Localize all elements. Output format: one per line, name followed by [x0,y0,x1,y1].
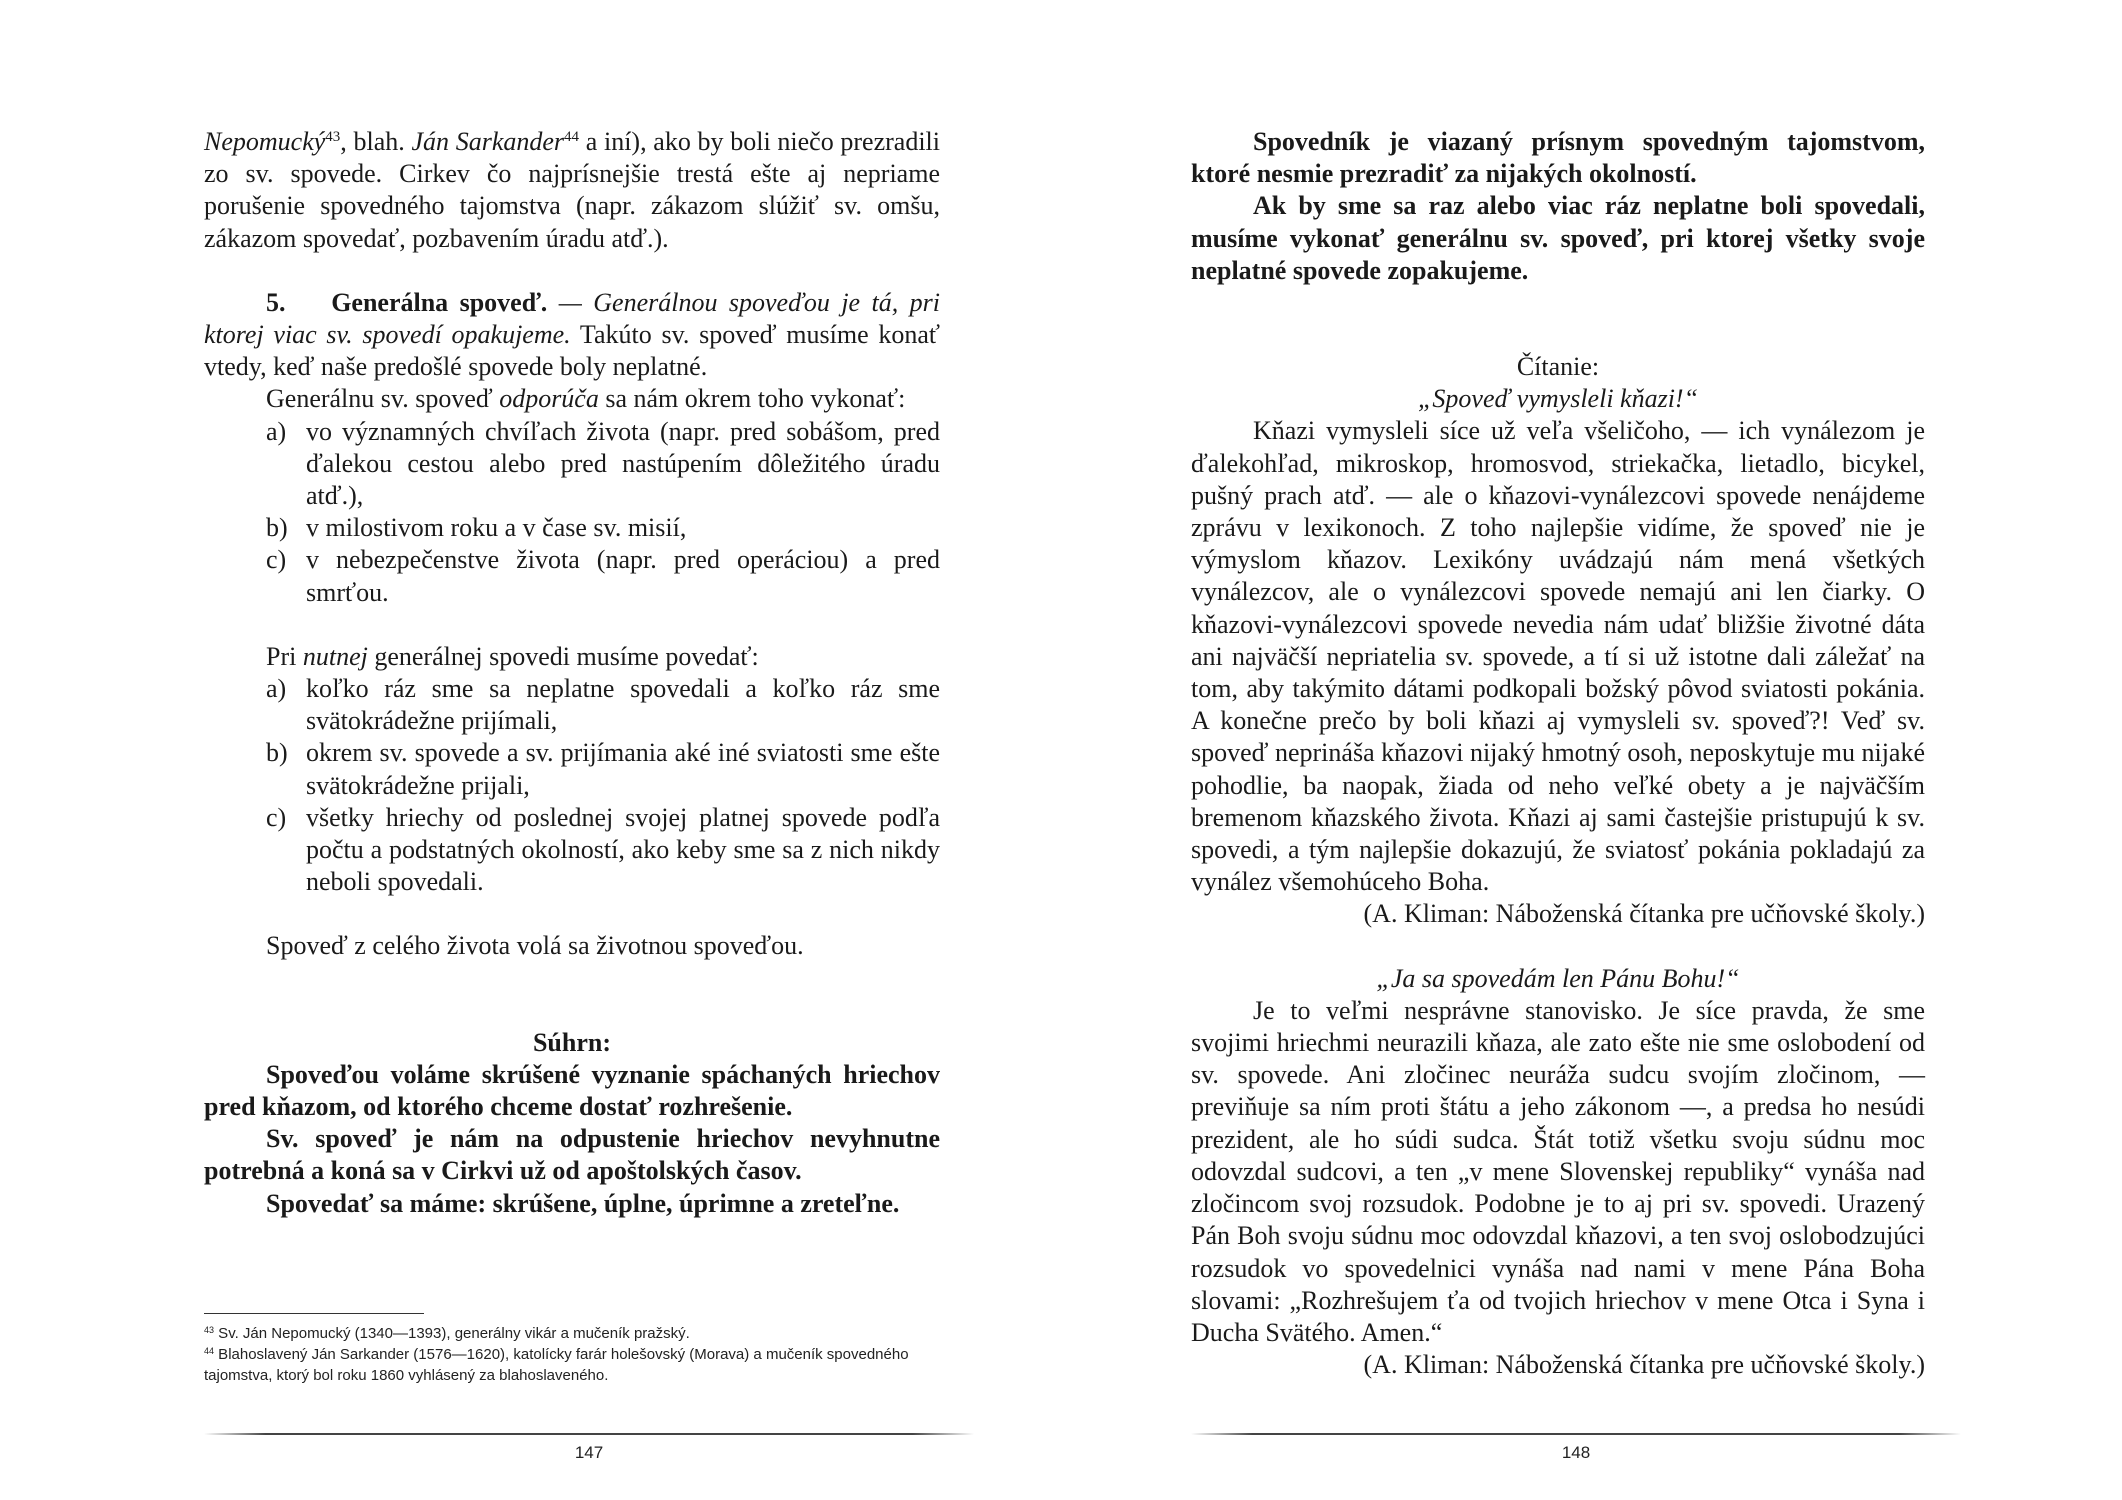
section-dash: — [547,287,594,317]
recommend-post: sa nám okrem toho vykonať: [598,384,906,414]
list-marker: c) [266,802,287,832]
footnote-text: Sv. Ján Nepomucký (1340—1393), generálny vikár a mučeník pražský. [214,1325,690,1342]
recommend-paragraph [204,383,940,415]
summary-paragraph: Sv. spoveď je nám na odpustenie hriechov nevyhnutne potrebná a koná sa v Cirkvi už od apoštolských časov. [204,1124,940,1186]
bold-paragraph-secrecy: Spovedník je viazaný prísnym spovedným tajomstvom, ktoré nesmie prezradiť za nijakých okolností. [1191,127,1925,189]
list-item-text: v nebezpečenstve života (napr. pred operáciou) a pred smrťou. [306,545,940,607]
list-marker: b) [266,738,288,768]
list-item [204,673,940,737]
footnote-text: Blahoslavený Ján Sarkander (1576—1620), katolícky farár holešovský (Morava) a mučeník spovedného tajomstva, ktorý bol roku 1860 vyhlásený za blahoslaveného. [204,1346,909,1384]
section-heading: Generálna spoveď. [331,287,548,317]
footnote-ref-43[interactable]: 43 [325,129,341,145]
section-rest: Takúto sv. spoveď musíme konať vtedy, keď naše predošlé spovede boly neplatné. [204,320,941,382]
left-page-text-column [204,126,940,1220]
footnote-number: 43 [204,1325,215,1335]
section-number: 5. [266,287,286,317]
list-item [204,802,940,899]
recommend-pre: Generálnu sv. spoveď [266,384,500,414]
intro-rest: a iní), ako by boli niečo prezradili zo sv. spovede. Cirkev čo najprísnejšie trestá ešte aj nepriame porušenie spovedného tajomstva (napr. zákazom slúžiť sv. omšu, zákazom spovedať, pozbavením úradu atď.). [204,127,941,253]
list-item-text: všetky hriechy od poslednej svojej platnej spovede podľa počtu a podstatných okolností, ako keby sme sa z nich nikdy neboli spovedali. [306,802,940,897]
footnote-43 [204,1323,944,1344]
page-number-right: 148 [1561,1443,1591,1462]
reading-1-source: (A. Kliman: Náboženská čítanka pre učňovské školy.) [1363,899,1925,929]
footnote-44 [204,1344,944,1386]
list-item-text: vo významných chvíľach života (napr. pred sobášom, pred ďalekou cestou alebo pred nastúpením dôležitého úradu atď.), [306,416,940,511]
list-item [204,512,940,544]
reading-1-title: „Spoveď vymysleli kňazi!“ [1417,384,1699,414]
reading-1-text: Kňazi vymysleli síce už veľa všeličoho, — ich vynálezom je ďalekohľad, mikroskop, hromosvod, striekačka, lietadlo, bicykel, pušný prach atď. — ale o kňazovi-vynálezcovi spovede nenájdeme zprávu v lexikonoch. Z toho najlepšie vidíme, že spoveď nie je výmyslom kňazov. Lexikóny uvádzajú nám mená všetkých vynálezcov, ale o vynálezcovi spovede nemajú ani len čiarky. O kňazovi-vynálezcovi spovede nevedia nám udať bližšie životné dáta ani najväčší nepriatelia sv. spovede, a tí si už istotne dali záležať na tom, aby takýmito dátami podkopali božský pôvod sviatosti pokánia. A konečne prečo by boli kňazi aj vymysleli sv. spoveď?! Veď sv. spoveď neprináša kňazovi nijaký hmotný osoh, neposkytuje mu nijaké pohodlie, ba naopak, žiada od neho veľké obety a je najväčším bremenom kňazského života. Kňazi aj sami častejšie pristupujú k sv. spovedi, a tým najlepšie dokazujú, že sviatosť pokánia pokladajú za vynález všemohúceho Boha. [1191,416,1925,897]
list-item-text: v milostivom roku a v čase sv. misií, [306,513,687,543]
necessary-post: generálnej spovedi musíme povedať: [367,641,759,671]
list-marker: a) [266,416,287,446]
footnote-number: 44 [204,1346,215,1356]
necessary-paragraph [204,641,940,673]
spacer [204,255,940,287]
list-item [204,544,940,608]
footnotes [204,1323,944,1386]
section-definition: Generálnou spoveďou je tá, pri ktorej viac sv. spovedí opakujeme. [204,287,940,350]
necessary-list [204,673,940,898]
spacer [204,898,940,930]
list-item [204,737,940,801]
right-page-text-column [1191,126,1925,1381]
list-item-text: okrem sv. spovede a sv. prijímania aké iné sviatosti sme ešte svätokrádežne prijali, [306,738,940,800]
lifelong-confession-paragraph: Spoveď z celého života volá sa životnou spoveďou. [266,931,804,961]
list-marker: b) [266,513,288,543]
reading-2-text: Je to veľmi nesprávne stanovisko. Je síce pravda, že sme svojimi hriechmi neurazili kňaza, ale zato ešte nie sme oslobodení od sv. spovede. Ani zločinec neuráža sudcu svojím zločinom, — previňuje sa ním proti štátu a jeho zákonom —, a predsa ho nesúdi prezident, ale ho súdi sudca. Štát totiž všetku svoju súdnu moc odovzdal sudcovi, a ten „v mene Slovenskej republiky“ vynáša nad zločincom svoj rozsudok. Podobne je to aj pri sv. spovedi. Urazený Pán Boh svoju súdnu moc odovzdal kňazovi, a ten svoj oslobodzujúci rozsudok vo spovedelnici vynáša nad nami v mene Pána Boha slovami: „Rozhrešujem ťa od tvojich hriechov v mene Otca i Syna i Ducha Svätého. Amen.“ [1191,995,1925,1347]
spacer [204,609,940,641]
page-number-left: 147 [574,1443,604,1462]
reading-label: Čítanie: [1516,352,1600,382]
footer-rule [204,1433,974,1435]
footnote-separator [204,1313,424,1314]
spacer [1191,931,1925,963]
reading-2-title: „Ja sa spovedám len Pánu Bohu!“ [1376,963,1740,993]
bold-paragraph-general-confession: Ak by sme sa raz alebo viac ráz neplatne boli spovedali, musíme vykonať generálnu sv. spoveď, pri ktorej všetky svoje neplatné spovede zopakujeme. [1191,191,1925,285]
recommend-list [204,416,940,609]
necessary-emph: nutnej [302,641,368,671]
footnote-ref-44[interactable]: 44 [564,129,580,145]
saint-name-sarkander: Ján Sarkander [411,127,565,156]
spacer [204,963,940,1027]
list-marker: a) [266,674,287,704]
list-marker: c) [266,545,287,575]
section-5-paragraph [204,287,940,384]
summary-paragraph: Spovedať sa máme: skrúšene, úplne, úprimne a zreteľne. [266,1188,900,1218]
footer-rule [1191,1433,1961,1435]
summary-title: Súhrn: [532,1027,612,1057]
intro-paragraph [204,126,940,255]
spacer [1191,287,1925,351]
summary-paragraph: Spoveďou voláme skrúšené vyznanie spáchaných hriechov pred kňazom, od ktorého chceme dostať rozhrešenie. [204,1059,940,1122]
intro-mid: , blah. [340,127,412,156]
necessary-pre: Pri [266,641,303,671]
list-item-text: koľko ráz sme sa neplatne spovedali a koľko ráz sme svätokrádežne prijímali, [306,674,940,736]
reading-2-source: (A. Kliman: Náboženská čítanka pre učňovské školy.) [1363,1350,1925,1380]
right-page [1061,0,2122,1500]
list-item [204,416,940,513]
saint-name-nepomucky: Nepomucký [204,127,326,156]
recommend-emph: odporúča [499,384,599,414]
